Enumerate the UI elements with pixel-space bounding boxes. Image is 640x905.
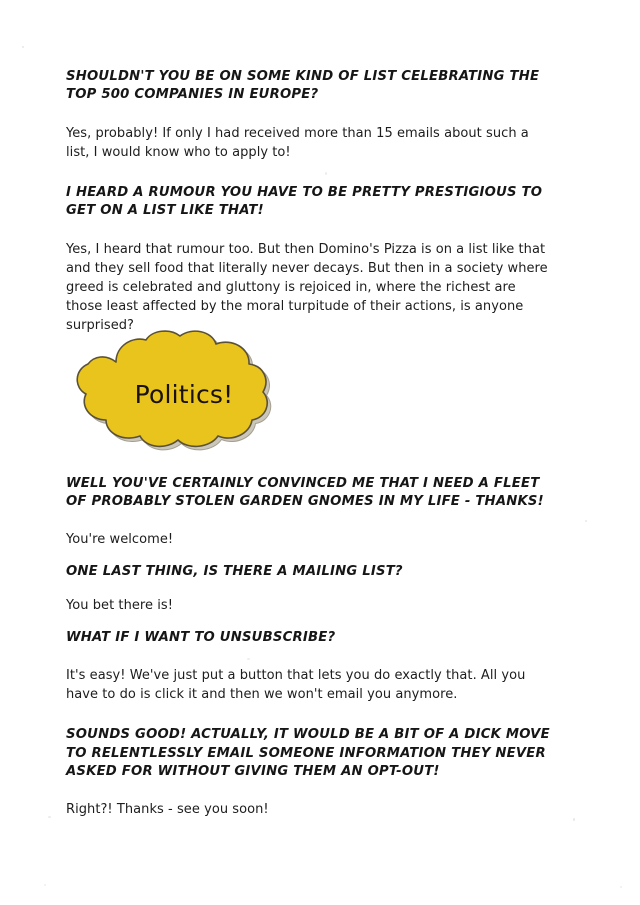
politics-cloud xyxy=(58,326,298,460)
answer-5: It's easy! We've just put a button that lets you do exactly that. All you have to do is click it and then we won't email you anymore. xyxy=(66,668,526,703)
question-2: I HEARD A RUMOUR YOU HAVE TO BE PRETTY PRESTIGIOUS TO GET ON A LIST LIKE THAT! xyxy=(66,184,543,219)
cloud-label: Politics! xyxy=(134,379,234,409)
scan-speck xyxy=(48,816,51,818)
spacer xyxy=(66,615,550,629)
spacer xyxy=(66,781,550,800)
spacer xyxy=(66,511,550,530)
spacer xyxy=(66,647,550,666)
spacer xyxy=(66,549,550,563)
answer-4: You bet there is! xyxy=(66,597,173,613)
question-3: WELL YOU'VE CERTAINLY CONVINCED ME THAT I NEED A FLEET OF PROBABLY STOLEN GARDEN GNOMES IN MY LIFE - THANKS! xyxy=(66,475,544,510)
question-5: WHAT IF I WANT TO UNSUBSCRIBE? xyxy=(66,629,336,645)
scan-speck xyxy=(620,886,622,888)
question-4: ONE LAST THING, IS THERE A MAILING LIST? xyxy=(66,564,403,580)
question-6: SOUNDS GOOD! ACTUALLY, IT WOULD BE A BIT OF A DICK MOVE TO RELENTLESSLY EMAIL SOMEONE INFORMATION THEY NEVER ASKED FOR WITHOUT GIVING THEM AN OPT-OUT! xyxy=(66,727,550,780)
answer-3: You're welcome! xyxy=(66,532,174,548)
scan-speck xyxy=(22,46,24,48)
scan-speck xyxy=(44,884,46,886)
spacer xyxy=(66,162,550,184)
answer-2: Yes, I heard that rumour too. But then Domino's Pizza is on a list like that and they sell food that literally never decays. But then in a society where greed is celebrated and gluttony is rejoiced in, where the richest are those least affected by the moral turpitude of their actions, is anyone surprised? xyxy=(66,241,548,333)
spacer xyxy=(66,582,550,596)
answer-6: Right?! Thanks - see you soon! xyxy=(66,802,269,818)
spacer xyxy=(66,221,550,240)
cloud-icon xyxy=(58,326,298,460)
question-1: SHOULDN'T YOU BE ON SOME KIND OF LIST CELEBRATING THE TOP 500 COMPANIES IN EUROPE? xyxy=(66,69,540,103)
scan-speck xyxy=(585,520,587,522)
spacer xyxy=(66,105,550,124)
scan-speck xyxy=(573,818,575,821)
answer-1: Yes, probably! If only I had received more than 15 emails about such a list, I would know who to apply to! xyxy=(66,125,529,160)
spacer xyxy=(66,704,550,726)
